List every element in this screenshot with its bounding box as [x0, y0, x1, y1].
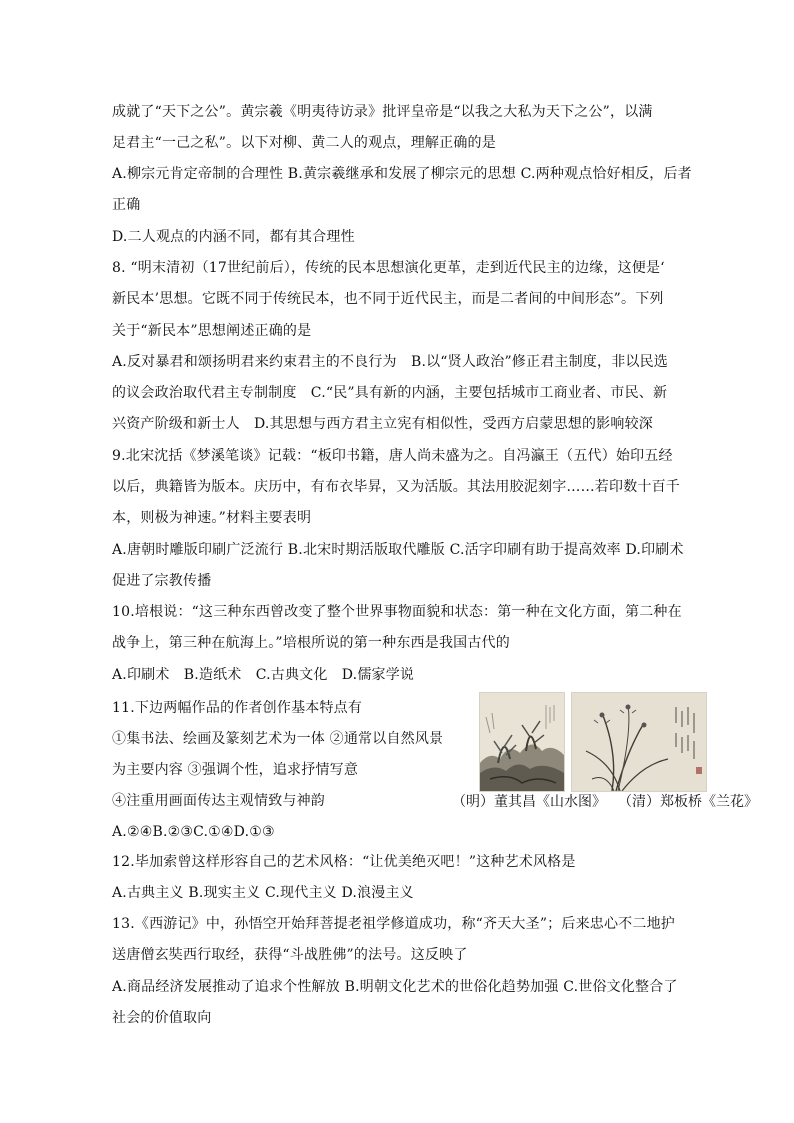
text-line: 为主要内容 ③强调个性，追求抒情写意 [112, 762, 359, 778]
option-line: A.印刷术 B.造纸术 C.古典文化 D.儒家学说 [112, 667, 415, 683]
landscape-painting-image [479, 692, 565, 792]
question-9: 9.北宋沈括《梦溪笔谈》记载：“板印书籍，唐人尚未盛为之。自冯瀛王（五代）始印五经 [112, 448, 673, 464]
text-line: 以后，典籍皆为版本。庆历中，有布衣毕昇，又为活版。其法用胶泥刻字……若印数十百千 [112, 479, 680, 495]
option-line: A.商品经济发展推动了追求个性解放 B.明朝文化艺术的世俗化趋势加强 C.世俗文化整合了 [112, 979, 678, 995]
text-line: 足君主“一己之私”。以下对柳、黄二人的观点，理解正确的是 [112, 135, 496, 151]
text-line: ①集书法、绘画及篆刻艺术为一体 ②通常以自然风景 [112, 731, 444, 747]
text-line: ④注重用画面传达主观情致与神韵 [112, 793, 325, 809]
option-line: 兴资产阶级和新士人 D.其思想与西方君主立宪有相似性，受西方启蒙思想的影响较深 [112, 416, 653, 432]
option-line: A.唐朝时雕版印刷广泛流行 B.北宋时期活版取代雕版 C.活字印刷有助于提高效率 D.印刷术 [112, 542, 684, 558]
option-line: 正确 [112, 197, 141, 213]
figure-caption-left: （明）董其昌《山水图》 [452, 794, 606, 810]
orchid-painting-image [571, 692, 707, 792]
option-line: 促进了宗教传播 [112, 573, 212, 589]
option-line: A.反对暴君和颂扬明君来约束君主的不良行为 B.以“贤人政治”修正君主制度，非以民选 [112, 354, 669, 370]
option-line: A.古典主义 B.现实主义 C.现代主义 D.浪漫主义 [112, 885, 414, 901]
text-line: 新民本’思想。它既不同于传统民本，也不同于近代民主，而是二者间的中间形态”。下列 [112, 291, 664, 307]
question-8: 8. “明末清初（17世纪前后），传统的民本思想演化更革，走到近代民主的边缘，这便是‘ [112, 260, 665, 276]
question-12: 12.毕加索曾这样形容自己的艺术风格：“让优美绝灭吧！”这种艺术风格是 [112, 854, 576, 870]
option-line: 的议会政治取代君主专制制度 C.“民”具有新的内涵，主要包括城市工商业者、市民、新 [112, 385, 668, 401]
figure-caption-right: （清）郑板桥《兰花》 [618, 794, 758, 810]
question-11: 11.下边两幅作品的作者创作基本特点有 [112, 700, 363, 716]
question-10: 10.培根说：“这三种东西曾改变了整个世界事物面貌和状态：第一种在文化方面，第二种在 [112, 604, 682, 620]
text-line: 成就了“天下之公”。黄宗羲《明夷待访录》批评皇帝是“以我之大私为天下之公”，以满 [112, 104, 653, 120]
option-line: D.二人观点的内涵不同，都有其合理性 [112, 229, 355, 245]
question-13: 13.《西游记》中，孙悟空开始拜菩提老祖学修道成功，称“齐天大圣”；后来忠心不二地护 [112, 916, 675, 932]
text-line: 送唐僧玄奘西行取经，获得“斗战胜佛”的法号。这反映了 [112, 947, 468, 963]
option-line: 社会的价值取向 [112, 1010, 212, 1026]
option-line: A.柳宗元肯定帝制的合理性 B.黄宗羲继承和发展了柳宗元的思想 C.两种观点恰好相反，后者 [112, 166, 692, 182]
text-line: 战争上，第三种在航海上。”培根所说的第一种东西是我国古代的 [112, 635, 510, 651]
option-line: A.②④B.②③C.①④D.①③ [112, 824, 275, 840]
text-line: 关于“新民本”思想阐述正确的是 [112, 323, 312, 339]
text-line: 本，则极为神速。”材料主要表明 [112, 510, 312, 526]
